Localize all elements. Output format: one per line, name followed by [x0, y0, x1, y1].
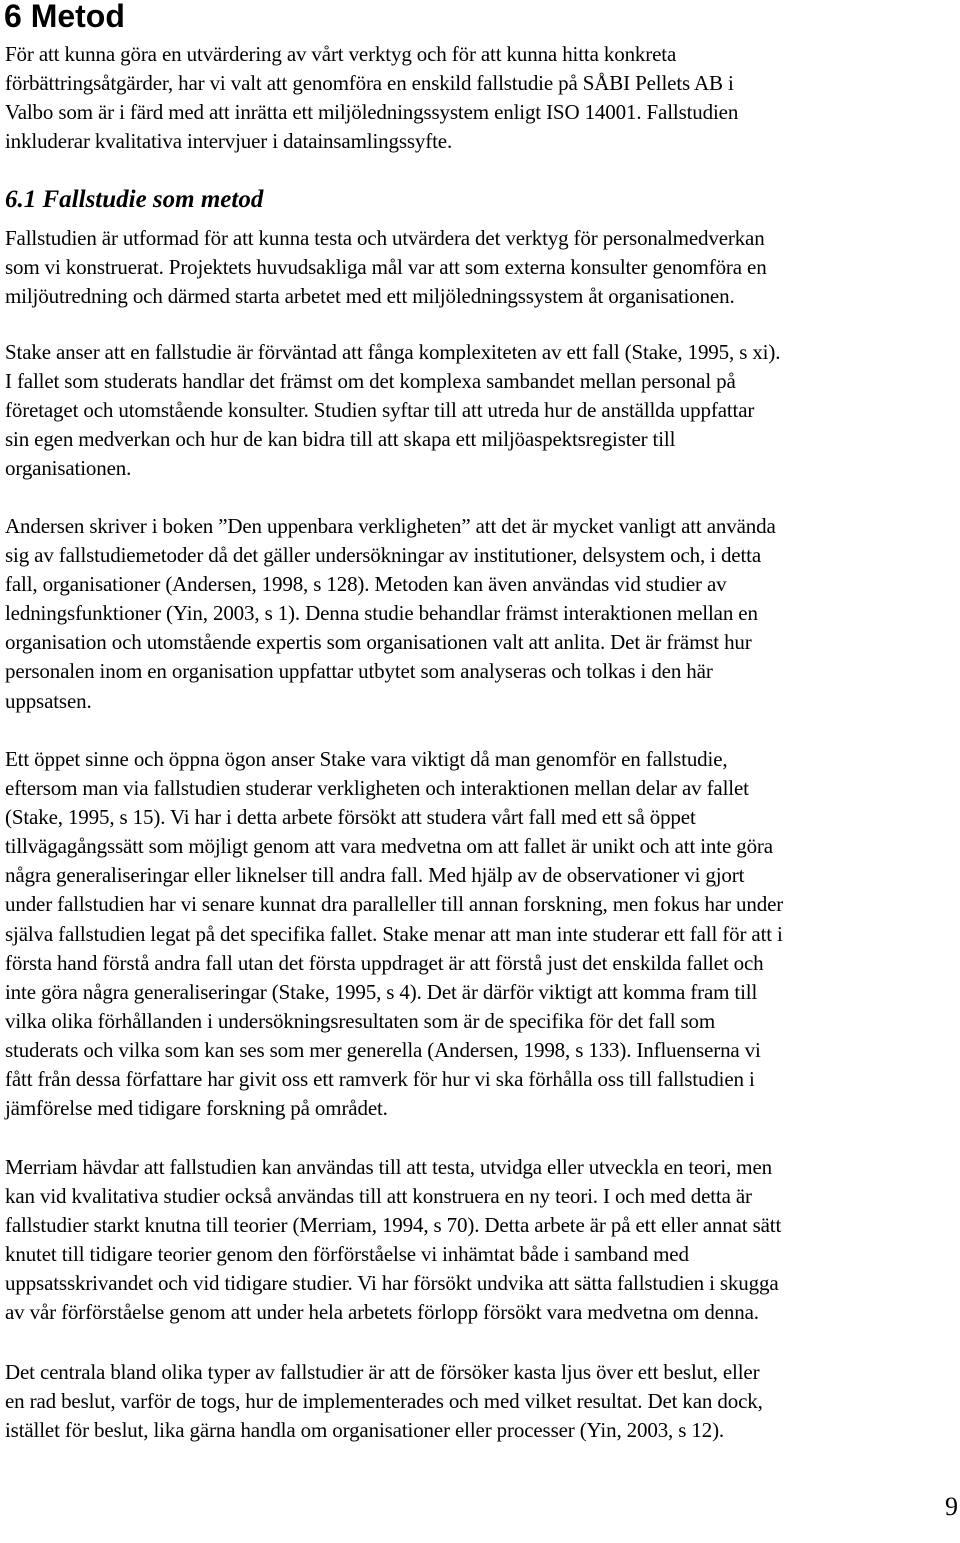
text-line: jämförelse med tidigare forskning på området. — [5, 1096, 388, 1121]
section-title: 6.1 Fallstudie som metod — [5, 186, 264, 213]
text-line: miljöutredning och därmed starta arbetet med ett miljöledningssystem åt organisationen. — [5, 284, 735, 309]
text-line: ledningsfunktioner (Yin, 2003, s 1). Denna studie behandlar främst interaktionen mellan en — [5, 601, 758, 626]
text-line: fall, organisationer (Andersen, 1998, s 128). Metoden kan även användas vid studier av — [5, 572, 727, 597]
text-line: inkluderar kvalitativa intervjuer i datainsamlingssyfte. — [5, 129, 453, 154]
text-line: sig av fallstudiemetoder då det gäller undersökningar av institutioner, delsystem och, i detta — [5, 543, 762, 568]
text-line: För att kunna göra en utvärdering av vårt verktyg och för att kunna hitta konkreta — [5, 42, 677, 66]
text-line: Valbo som är i färd med att inrätta ett miljöledningssystem enligt ISO 14001. Fallstudien — [5, 100, 739, 125]
text-line: första hand förstå andra fall utan det första uppdraget är att förstå just det enskilda fallet och — [5, 950, 764, 975]
text-line: knutet till tidigare teorier genom den förförståelse vi inhämtat både i samband med — [5, 1242, 689, 1267]
intro-paragraph — [5, 40, 960, 156]
body-paragraph — [5, 512, 960, 716]
text-line: några generaliseringar eller liknelser till andra fall. Med hjälp av de observationer vi gjort — [5, 863, 745, 888]
text-line: istället för beslut, lika gärna handla om organisationer eller processer (Yin, 2003, s 12). — [5, 1418, 725, 1443]
text-line: själva fallstudien legat på det specifika fallet. Stake menar att man inte studerar ett fall för att i — [5, 921, 783, 946]
text-line: vilka olika förhållanden i undersökningsresultaten som är de specifika för det fall som — [5, 1008, 716, 1033]
text-line: företaget och utomstående konsulter. Studien syftar till att utreda hur de anställda uppfattar — [5, 398, 755, 423]
text-line: inte göra några generaliseringar (Stake, 1995, s 4). Det är därför viktigt att komma fram till — [5, 979, 758, 1004]
text-line: förbättringsåtgärder, har vi valt att genomföra en enskild fallstudie på SÅBI Pellets AB i — [5, 71, 734, 96]
text-line: (Stake, 1995, s 15). Vi har i detta arbete försökt att studera vårt fall med ett så öppet — [5, 805, 696, 830]
text-line: Andersen skriver i boken ”Den uppenbara verkligheten” att det är mycket vanligt att använda — [5, 514, 776, 538]
text-line: fallstudier starkt knutna till teorier (Merriam, 1994, s 70). Detta arbete är på ett eller annat sätt — [5, 1213, 782, 1238]
text-line: organisation och utomstående expertis som organisationen valt att anlita. Det är främst hur — [5, 630, 752, 655]
text-line: personalen inom en organisation uppfattar utbytet som analyseras och tolkas i den här — [5, 659, 713, 684]
chapter-title: 6 Metod — [4, 0, 125, 34]
body-paragraph — [5, 1358, 960, 1445]
text-line: som vi konstruerat. Projektets huvudsakliga mål var att som externa konsulter genomföra en — [5, 255, 767, 280]
body-paragraph — [5, 745, 960, 1123]
text-line: uppsatsen. — [5, 688, 92, 713]
text-line: under fallstudien har vi senare kunnat dra paralleller till annan forskning, men fokus har under — [5, 892, 784, 917]
text-line: fått från dessa författare har givit oss ett ramverk för hur vi ska förhålla oss till fallstudien i — [5, 1067, 755, 1092]
text-line: av vår förförståelse genom att under hela arbetets förlopp försökt vara medvetna om denna. — [5, 1300, 759, 1325]
text-line: tillvägagångssätt som möjligt genom att vara medvetna om att fallet är unikt och att inte göra — [5, 834, 773, 859]
text-line: kan vid kvalitativa studier också användas till att konstruera en ny teori. I och med detta är — [5, 1184, 752, 1209]
text-line: Fallstudien är utformad för att kunna testa och utvärdera det verktyg för personalmedverkan — [5, 226, 765, 250]
body-paragraph — [5, 338, 960, 483]
text-line: organisationen. — [5, 456, 132, 481]
text-line: I fallet som studerats handlar det främst om det komplexa sambandet mellan personal på — [5, 369, 736, 394]
text-line: Ett öppet sinne och öppna ögon anser Stake vara viktigt då man genomför en fallstudie, — [5, 747, 728, 771]
text-line: uppsatsskrivandet och vid tidigare studier. Vi har försökt undvika att sätta fallstudien i skugga — [5, 1271, 779, 1296]
body-paragraph — [5, 224, 960, 311]
text-line: eftersom man via fallstudien studerar verkligheten och interaktionen mellan delar av fallet — [5, 776, 749, 801]
text-line: en rad beslut, varför de togs, hur de implementerades och med vilket resultat. Det kan dock, — [5, 1389, 763, 1414]
page-number: 9 — [945, 1492, 958, 1521]
text-line: Stake anser att en fallstudie är förväntad att fånga komplexiteten av ett fall (Stake, 1995, s xi). — [5, 340, 781, 364]
text-line: Det centrala bland olika typer av fallstudier är att de försöker kasta ljus över ett beslut, eller — [5, 1360, 760, 1384]
text-line: Merriam hävdar att fallstudien kan användas till att testa, utvidga eller utveckla en teori, men — [5, 1155, 772, 1179]
text-line: studerats och vilka som kan ses som mer generella (Andersen, 1998, s 133). Influenserna vi — [5, 1037, 761, 1062]
body-paragraph — [5, 1153, 960, 1328]
text-line: sin egen medverkan och hur de kan bidra till att skapa ett miljöaspektsregister till — [5, 427, 676, 452]
